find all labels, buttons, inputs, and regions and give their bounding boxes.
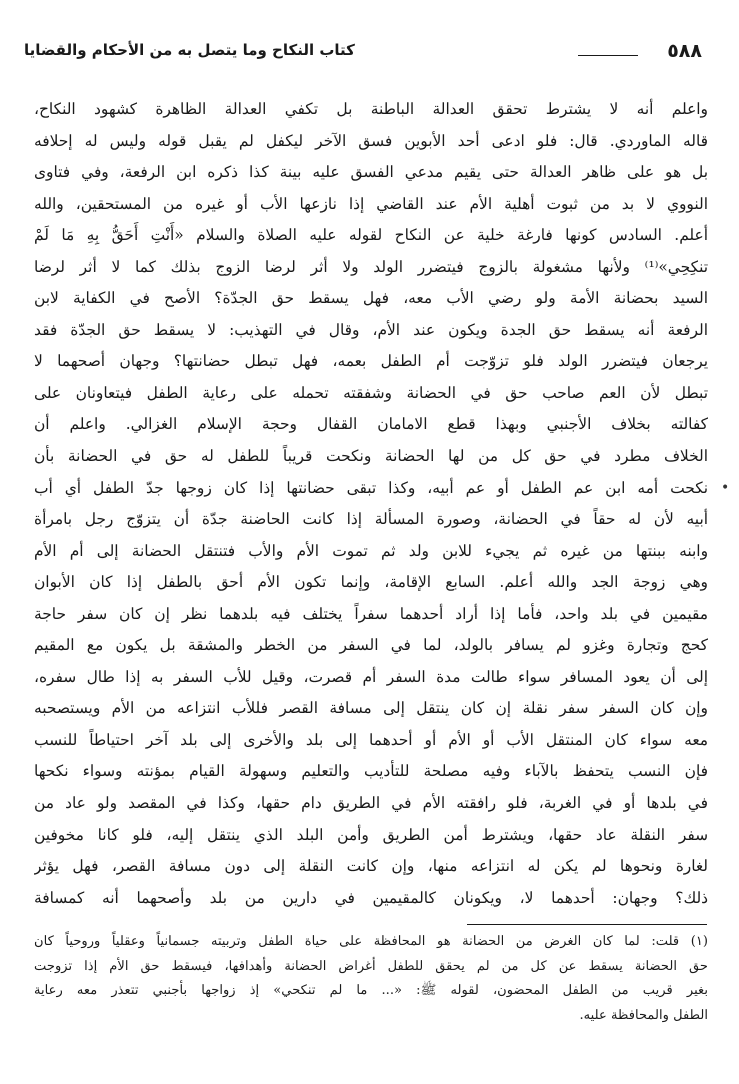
text-line: في بلدها أو في الغربة، فلو رافقته الأم في الطريق دام حقها، وكذا في المقصد ولو عاد من	[34, 794, 708, 813]
text-line: أعلم. السادس كونها فارغة خلية عن النكاح لقوله عليه الصلاة والسلام «أَنْتِ أَحَقُّ بِهِ مَا لَمْ	[34, 226, 708, 245]
text-line: فإن النسب يتحفظ بالآباء وفيه مصلحة للتأديب والتعليم وسهولة القيام بمؤنته وسواء نكحها	[34, 762, 708, 781]
footnote-line: الطفل والمحافظة عليه.	[579, 1007, 708, 1023]
margin-mark: •	[721, 480, 730, 496]
running-header	[20, 40, 702, 70]
text-line: بل هو على ظاهر العدالة حتى يقيم مدعي الفسق عليه بينة كذا ذكره ابن الرفعة، وفي فتاوى	[34, 163, 708, 182]
text-line: لغارة ونحوها لم يكن له انتزاعه منها، وإن كانت النقلة إلى دون مسافة القصر، فهل يؤثر	[34, 857, 708, 876]
text-line: نكحت أمه ابن عم الطفل أو عم أبيه، وكذا تبقى حضانتها إذا كان زوجها جدّ الطفل أي أب	[34, 478, 708, 497]
text-line: أبيه لأن له حقاً في الحضانة، وصورة المسألة إذا كانت الحاضنة جدّة أن يتزوّج رجل بامرأة	[34, 510, 708, 529]
text-line: معه سواء كان المنتقل الأب أو الأم أو أحدهما إلى بلد والأخرى إلى بلد آخر احتياطاً للنسب	[34, 730, 708, 749]
footnote-line: (١) قلت: لما كان الغرض من الحضانة هو المحافظة على حياة الطفل وتربيته جسمانياً وعقلياً وروحياً كان	[34, 934, 708, 949]
text-line: السيد بحضانة الأمة ولو رضي الأب معه، فهل يسقط حق الجدّة؟ الأصح في الكفاية لابن	[34, 289, 708, 308]
text-line: الرفعة أنه يسقط حق الجدة ويكون عند الأم، وقال في التهذيب: لا يسقط حق الجدّة فقد	[34, 320, 708, 339]
chapter-title: كتاب النكاح وما يتصل به من الأحكام والقضايا	[24, 41, 355, 59]
text-line: النووي لا بد من ثبوت أهلية الأم عند القاضي إذا نازعها الأب أو غيره من المستحقين، والله	[34, 194, 708, 213]
footnotes	[34, 930, 708, 1028]
text-line: سفر النقلة عاد حقها، ويشترط أمن الطريق وأمن البلد الذي ينتقل إليه، فلو كانا مخوفين	[34, 825, 708, 844]
header-rule	[578, 55, 638, 56]
text-line: يرجعان فيتضرر الولد فلو تزوّجت أم الطفل بعمه، فهل تبطل حضانتها؟ وجهان أصحهما لا	[34, 352, 708, 371]
text-line: إلى أن يعود المسافر سواء طالت مدة السفر أم قصرت، وقيل للأب السفر به إذا طال سفره،	[34, 667, 708, 686]
footnote-line: حق الحضانة يسقط عن كل من لم يحقق للطفل أغراض الحضانة وأهدافها، فيسقط حق الأم إذا تزوجت	[34, 958, 708, 974]
text-line: كفالته بخلاف الأجنبي وبهذا قطع الامامان القفال وحجة الإسلام الغزالي. واعلم أن	[34, 415, 708, 434]
footnote-line: بغير قريب من الطفل المحضون، لقوله ﷺ: «... ما لم تنكحي» إذ زواجها بأجنبي تتعذر معه رعاية	[34, 983, 708, 999]
text-line: وهي زوجة الجد والله أعلم. السابع الإقامة، وإنما تكون الأم أحق بالطفل إذا كان الأبوان	[34, 573, 708, 592]
footnote-separator	[467, 924, 707, 925]
main-text	[34, 94, 708, 914]
text-line: الخلاف مطرد في حق كل من لها الحضانة ونكحت قريباً للطفل له حق في الحضانة بأن	[34, 447, 708, 466]
text-line: وابنه ببنتها من غيره ثم يجيء للابن ولد ثم تموت الأم والأب فتنتقل الحضانة إلى أم الأم	[34, 541, 708, 560]
text-line: تبطل لأن العم صاحب حق في الحضانة وشفقته تحمله على رعاية الطفل فيتعاونان على	[34, 383, 708, 402]
text-line: مقيمين في بلد واحد، فأما إذا أراد أحدهما سفراً يختلف فيه بلدهما نظر إن كان سفر حاجة	[34, 604, 708, 623]
text-line: وإن كان السفر سفر نقلة إن كان ينتقل إلى مسافة القصر فللأب انتزاعه من الأم ويستصحبه	[34, 699, 708, 718]
text-line: ذلك؟ وجهان: أحدهما لا، ويكونان كالمقيمين في دارين من بلد وأصحهما أنه كمسافة	[34, 888, 708, 907]
text-line: واعلم أنه لا يشترط تحقق العدالة الباطنة بل تكفي العدالة الظاهرة كشهود النكاح،	[34, 100, 708, 118]
text-line: قاله الماوردي. قال: فلو ادعى أحد الأبوين فسق الآخر ليكفل لم يقبل قوله وليس له إحلافه	[34, 131, 708, 150]
text-line: كحج وتجارة وغزو لم يسافر بالولد، لما في السفر من الخطر والمشقة بل يكون مع المقيم	[34, 636, 708, 655]
page-number: ٥٨٨	[667, 40, 702, 62]
text-line: تنكِحِي»⁽¹⁾ ولأنها مشغولة بالزوج فيتضرر الولد ولا أثر لرضا الزوج بذلك كما لا أثر لرضا	[34, 257, 708, 276]
